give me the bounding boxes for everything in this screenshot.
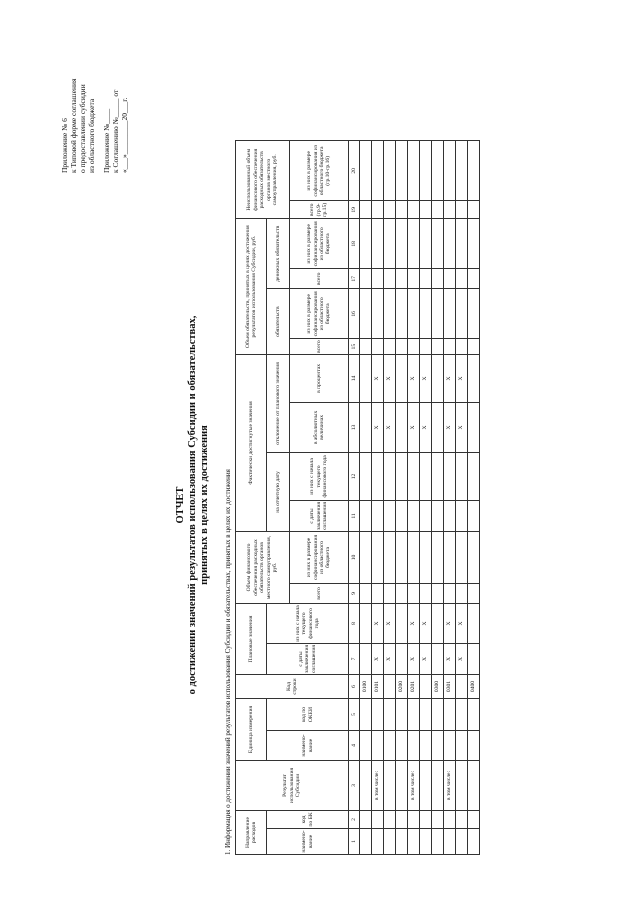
table-cell (372, 811, 384, 829)
table-row (384, 141, 396, 855)
row-label (468, 761, 480, 811)
row-label (396, 761, 408, 811)
table-cell (432, 500, 444, 531)
table-cell (360, 500, 372, 531)
table-row (372, 141, 384, 855)
table-cell (360, 643, 372, 674)
table-cell (408, 699, 420, 731)
table-cell (420, 829, 432, 855)
row-label: в том числе: (408, 761, 420, 811)
table-cell (468, 603, 480, 643)
row-code: 0100 (360, 675, 372, 699)
table-cell (408, 269, 420, 289)
table-cell (372, 531, 384, 583)
table-cell (468, 219, 480, 269)
column-number: 14 (349, 354, 360, 402)
cross-mark: X (456, 603, 468, 643)
table-cell (456, 141, 468, 201)
table-cell (396, 339, 408, 355)
hdr-un-total: всего (гр.9-гр.15) (290, 201, 349, 219)
table-cell (384, 500, 396, 531)
hdr-un-cofin: из них в размере софинансирования из областного бюджета (гр.10-гр.16) (290, 141, 349, 201)
annex-line-5: Приложение №____ (102, 108, 111, 173)
row-code: 0201 (408, 675, 420, 699)
row-code (384, 675, 396, 699)
table-cell (384, 289, 396, 339)
table-cell (372, 452, 384, 500)
hdr-dev-abs: в абсолютных величинах (290, 402, 349, 452)
table-row (360, 141, 372, 855)
table-cell (432, 402, 444, 452)
table-cell (408, 500, 420, 531)
column-number: 7 (349, 643, 360, 674)
table-cell (360, 339, 372, 355)
cross-mark: X (408, 603, 420, 643)
table-cell (432, 354, 444, 402)
table-cell (444, 583, 456, 603)
table-row (456, 141, 468, 855)
table-cell (372, 219, 384, 269)
table-cell (444, 829, 456, 855)
cross-mark: X (384, 402, 396, 452)
cross-mark: X (372, 354, 384, 402)
table-cell (408, 339, 420, 355)
table-cell (408, 289, 420, 339)
table-cell (432, 201, 444, 219)
hdr-dev-pct: в процентах (290, 354, 349, 402)
cross-mark: X (444, 354, 456, 402)
table-cell (360, 141, 372, 201)
row-code: 0301 (444, 675, 456, 699)
cross-mark: X (372, 643, 384, 674)
table-cell (384, 699, 396, 731)
hdr-acc-obligations: обязательств (267, 289, 290, 355)
report-table (235, 140, 480, 855)
table-cell (360, 731, 372, 761)
column-number: 13 (349, 402, 360, 452)
table-cell (384, 811, 396, 829)
table-cell (408, 583, 420, 603)
hdr-plan-from-year: из них с начала текущего финансового года (267, 603, 349, 643)
column-number: 3 (349, 761, 360, 811)
table-cell (432, 829, 444, 855)
table-cell (384, 339, 396, 355)
annex-line-6: к Соглашению №_____ от (111, 89, 120, 173)
column-number: 1 (349, 829, 360, 855)
hdr-unit: Единица измерения (236, 699, 267, 761)
table-cell (456, 829, 468, 855)
table-cell (360, 811, 372, 829)
cross-mark: X (384, 603, 396, 643)
row-code: 0300 (432, 675, 444, 699)
table-cell (396, 402, 408, 452)
table-cell (396, 141, 408, 201)
table-cell (360, 402, 372, 452)
table-cell (360, 452, 372, 500)
table-cell (432, 269, 444, 289)
table-cell (372, 339, 384, 355)
table-cell (420, 583, 432, 603)
table-cell (432, 339, 444, 355)
annex-line-3: о предоставлении субсидии (78, 84, 87, 173)
table-cell (444, 699, 456, 731)
table-cell (384, 201, 396, 219)
title-line-3: принятых в целях их достижения (199, 425, 210, 585)
column-number: 16 (349, 289, 360, 339)
table-cell (420, 219, 432, 269)
row-label (420, 761, 432, 811)
table-cell (468, 811, 480, 829)
column-number: 9 (349, 583, 360, 603)
title-line-2: о достижении значений результатов использования Субсидии и обязательствах, (187, 315, 198, 695)
hdr-direction: Направление расходов (236, 811, 267, 855)
table-row (396, 141, 408, 855)
annex-line-4: из областного бюджета (87, 98, 96, 173)
annex-block (60, 23, 129, 173)
table-row (468, 141, 480, 855)
table-cell (432, 531, 444, 583)
table-cell (432, 141, 444, 201)
cross-mark: X (384, 354, 396, 402)
table-cell (420, 731, 432, 761)
table-cell (396, 829, 408, 855)
cross-mark: X (420, 402, 432, 452)
table-row (444, 141, 456, 855)
table-cell (444, 452, 456, 500)
table-cell (360, 699, 372, 731)
table-cell (456, 289, 468, 339)
table-cell (432, 289, 444, 339)
title-line-1: ОТЧЕТ (175, 486, 186, 524)
table-cell (384, 269, 396, 289)
hdr-plan-from-date: с даты заключения соглашения (267, 643, 349, 674)
table-cell (408, 829, 420, 855)
column-number: 4 (349, 731, 360, 761)
table-cell (396, 289, 408, 339)
row-label (432, 761, 444, 811)
table-cell (372, 699, 384, 731)
hdr-unused: Неиспользованный объем финансового обеспечения расходных обязательств органов местного самоуправления, руб. (236, 141, 290, 219)
table-cell (456, 811, 468, 829)
hdr-unit-code: код по ОКЕИ (267, 699, 349, 731)
hdr-obligations-size: Объем финансового обеспечения расходных обязательств органов местного самоуправления, руб. (236, 531, 290, 603)
table-cell (396, 500, 408, 531)
table-cell (444, 500, 456, 531)
table-cell (456, 219, 468, 269)
table-cell (432, 811, 444, 829)
table-cell (468, 829, 480, 855)
table-cell (384, 452, 396, 500)
table-cell (456, 699, 468, 731)
hdr-acc-monetary: денежных обязательств (267, 219, 290, 289)
table-cell (444, 201, 456, 219)
row-label (384, 761, 396, 811)
table-cell (420, 531, 432, 583)
hdr-actual-from-year: из них с начала текущего финансового года (290, 452, 349, 500)
hdr-os-cofin: из них в размере софинансирования из областного бюджета (290, 531, 349, 583)
table-cell (468, 643, 480, 674)
cross-mark: X (456, 354, 468, 402)
row-label (360, 761, 372, 811)
column-number: 11 (349, 500, 360, 531)
section-heading: 1. Информация о достижении значений результатов использования Субсидии и обязательствах, принятых в целях их достижения (224, 469, 232, 855)
table-cell (420, 289, 432, 339)
table-cell (360, 219, 372, 269)
table-cell (468, 500, 480, 531)
cross-mark: X (384, 643, 396, 674)
cross-mark: X (408, 643, 420, 674)
column-number: 2 (349, 811, 360, 829)
table-cell (444, 339, 456, 355)
table-cell (360, 829, 372, 855)
table-cell (456, 452, 468, 500)
table-cell (396, 531, 408, 583)
table-cell (468, 731, 480, 761)
table-cell (372, 829, 384, 855)
row-label: в том числе: (372, 761, 384, 811)
hdr-actual: Фактически достигнутые значения (236, 354, 267, 531)
table-body (360, 141, 480, 855)
column-number: 19 (349, 201, 360, 219)
table-cell (468, 339, 480, 355)
hdr-direction-name: наимено-вание (267, 829, 349, 855)
cross-mark: X (420, 643, 432, 674)
hdr-deviation: отклонение от планового значения (267, 354, 290, 452)
table-cell (360, 583, 372, 603)
table-cell (396, 452, 408, 500)
table-cell (468, 141, 480, 201)
hdr-actual-from-date: с даты заключения соглашения (290, 500, 349, 531)
table-row (408, 141, 420, 855)
table-row (420, 141, 432, 855)
table-cell (444, 289, 456, 339)
table-cell (360, 603, 372, 643)
cross-mark: X (408, 402, 420, 452)
table-cell (372, 269, 384, 289)
row-code: 0400 (468, 675, 480, 699)
table-cell (360, 269, 372, 289)
table-cell (468, 289, 480, 339)
table-cell (432, 699, 444, 731)
table-cell (396, 811, 408, 829)
table-cell (408, 731, 420, 761)
hdr-acc-total-1: всего (290, 339, 349, 355)
table-cell (444, 811, 456, 829)
table-cell (444, 731, 456, 761)
report-title (175, 205, 211, 805)
table-cell (420, 500, 432, 531)
table-cell (432, 583, 444, 603)
table-cell (444, 141, 456, 201)
row-label: в том числе: (444, 761, 456, 811)
table-cell (396, 731, 408, 761)
table-cell (432, 603, 444, 643)
table-cell (408, 141, 420, 201)
table-cell (444, 269, 456, 289)
column-number: 8 (349, 603, 360, 643)
table-cell (384, 829, 396, 855)
table-cell (420, 811, 432, 829)
table-cell (432, 219, 444, 269)
table-cell (432, 452, 444, 500)
table-cell (432, 643, 444, 674)
table-cell (456, 731, 468, 761)
table-cell (444, 219, 456, 269)
column-number: 15 (349, 339, 360, 355)
table-cell (372, 500, 384, 531)
table-cell (468, 452, 480, 500)
hdr-acc-total-2: всего (290, 269, 349, 289)
table-cell (396, 603, 408, 643)
table-cell (396, 269, 408, 289)
hdr-actual-on-date: на отчетную дату (267, 452, 290, 531)
row-code (456, 675, 468, 699)
table-cell (360, 354, 372, 402)
table-cell (408, 452, 420, 500)
table-cell (384, 141, 396, 201)
hdr-line-code: Код строки (236, 675, 349, 699)
table-cell (468, 402, 480, 452)
table-cell (468, 354, 480, 402)
annex-line-2: к Типовой форме соглашения (69, 78, 78, 173)
column-number: 6 (349, 675, 360, 699)
table-cell (384, 731, 396, 761)
table-cell (420, 141, 432, 201)
table-cell (372, 141, 384, 201)
hdr-result: Результат использования Субсидии (236, 761, 349, 811)
table-cell (456, 583, 468, 603)
cross-mark: X (420, 603, 432, 643)
column-number: 12 (349, 452, 360, 500)
table-cell (384, 219, 396, 269)
table-cell (360, 531, 372, 583)
cross-mark: X (420, 354, 432, 402)
cross-mark: X (456, 643, 468, 674)
column-number: 17 (349, 269, 360, 289)
cross-mark: X (456, 402, 468, 452)
annex-line-1: Приложение № 6 (60, 118, 69, 173)
table-cell (396, 354, 408, 402)
table-cell (360, 201, 372, 219)
hdr-unit-name: наимено-вание (267, 731, 349, 761)
cross-mark: X (444, 603, 456, 643)
table-cell (468, 269, 480, 289)
table-cell (384, 531, 396, 583)
table-cell (468, 699, 480, 731)
table-cell (432, 731, 444, 761)
table-cell (408, 201, 420, 219)
hdr-plan: Плановые значения (236, 603, 267, 674)
hdr-accepted: Объем обязательств, принятых в целях достижения результатов использования Субсидии, руб. (236, 219, 267, 355)
table-row (432, 141, 444, 855)
table-cell (408, 811, 420, 829)
table-cell (456, 500, 468, 531)
cross-mark: X (408, 354, 420, 402)
table-cell (420, 201, 432, 219)
column-number: 20 (349, 141, 360, 201)
table-cell (408, 531, 420, 583)
table-cell (372, 201, 384, 219)
hdr-acc-cofin-2: из них в размере софинансирования из областного бюджета (290, 219, 349, 269)
row-code: 0200 (396, 675, 408, 699)
table-cell (420, 452, 432, 500)
column-number: 5 (349, 699, 360, 731)
cross-mark: X (444, 402, 456, 452)
cross-mark: X (372, 603, 384, 643)
table-cell (456, 269, 468, 289)
column-number-row (349, 141, 360, 855)
table-cell (420, 269, 432, 289)
table-cell (408, 219, 420, 269)
table-cell (396, 219, 408, 269)
table-cell (444, 531, 456, 583)
annex-line-7: «___»_________20___г. (120, 97, 129, 173)
row-code (420, 675, 432, 699)
table-cell (396, 583, 408, 603)
table-cell (456, 201, 468, 219)
column-number: 18 (349, 219, 360, 269)
table-cell (396, 643, 408, 674)
table-cell (360, 289, 372, 339)
table-cell (420, 699, 432, 731)
cross-mark: X (372, 402, 384, 452)
table-cell (372, 289, 384, 339)
hdr-acc-cofin-1: из них в размере софинансирования из областного бюджета (290, 289, 349, 339)
table-cell (420, 339, 432, 355)
table-cell (372, 583, 384, 603)
table-cell (396, 201, 408, 219)
table-cell (372, 731, 384, 761)
table-cell (468, 201, 480, 219)
row-label (456, 761, 468, 811)
table-cell (384, 583, 396, 603)
cross-mark: X (444, 643, 456, 674)
row-code: 0101 (372, 675, 384, 699)
table-cell (456, 531, 468, 583)
table-cell (456, 339, 468, 355)
table-cell (468, 583, 480, 603)
hdr-direction-code: код по БК (267, 811, 349, 829)
column-number: 10 (349, 531, 360, 583)
hdr-os-total: всего (290, 583, 349, 603)
table-cell (396, 699, 408, 731)
table-cell (468, 531, 480, 583)
